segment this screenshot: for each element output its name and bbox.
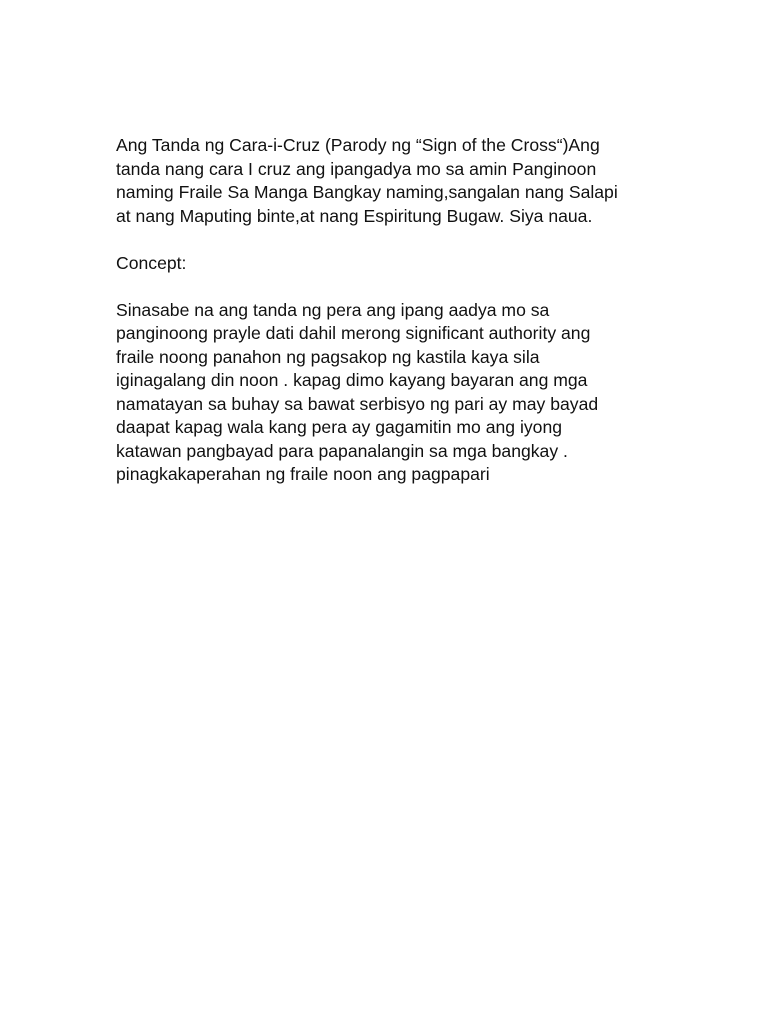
text-line: pinagkakaperahan ng fraile noon ang pagpapari [116,464,490,484]
paragraph-parody [116,134,656,228]
text-line: fraile noong panahon ng pagsakop ng kastila kaya sila [116,346,540,367]
text-line: namatayan sa buhay sa bawat serbisyo ng pari ay may bayad [116,393,599,414]
paragraph-concept-body [116,299,656,487]
document-body [116,134,656,510]
paragraph-concept-heading [116,252,656,276]
text-line: tanda nang cara I cruz ang ipangadya mo sa amin Panginoon [116,158,597,179]
text-line: katawan pangbayad para papanalangin sa mga bangkay . [116,440,568,461]
text-line: Sinasabe na ang tanda ng pera ang ipang aadya mo sa [116,299,550,320]
text-line: Ang Tanda ng Cara-i-Cruz (Parody ng “Sign of the Cross“)Ang [116,135,600,155]
text-line: panginoong prayle dati dahil merong significant authority ang [116,323,591,343]
text-line: at nang Maputing binte,at nang Espiritung Bugaw. Siya naua. [116,205,593,226]
text-line: naming Fraile Sa Manga Bangkay naming,sangalan nang Salapi [116,182,618,202]
text-line: daapat kapag wala kang pera ay gagamitin mo ang iyong [116,417,563,437]
text-line: Concept: [116,252,187,273]
text-line: iginagalang din noon . kapag dimo kayang bayaran ang mga [116,370,588,390]
